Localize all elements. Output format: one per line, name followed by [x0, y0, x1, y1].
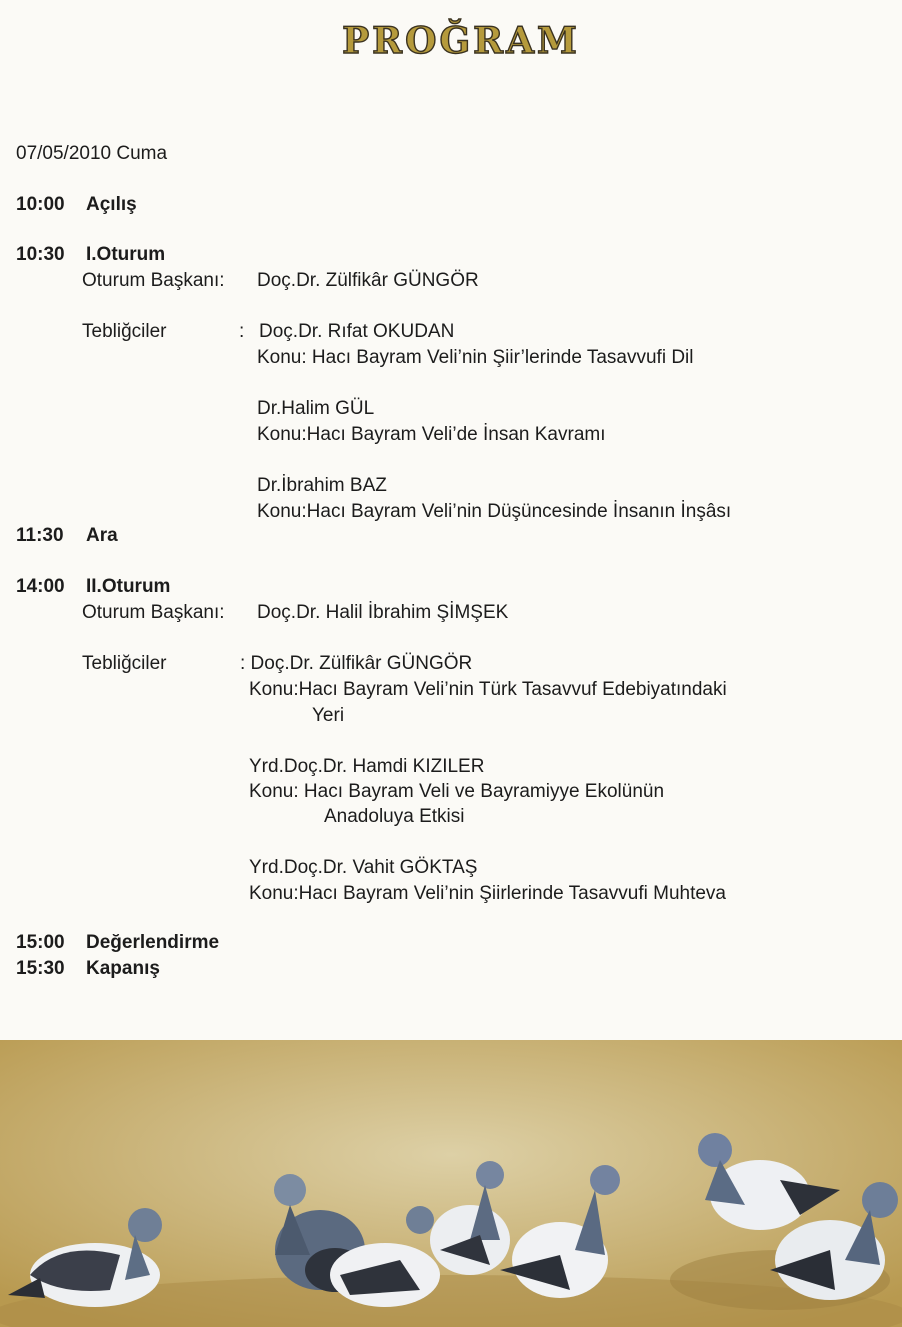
- paper-topic-cont: Yeri: [312, 705, 345, 726]
- pigeon-painting: [0, 1040, 902, 1327]
- page-title: PROĞRAM: [342, 20, 580, 62]
- session1-presenters-colon: :: [239, 321, 245, 342]
- session1-presenters-label: Tebliğciler: [82, 321, 167, 342]
- break-label: Ara: [86, 525, 118, 546]
- paper-topic-cont: Anadoluya Etkisi: [324, 806, 465, 827]
- session1-title: I.Oturum: [86, 244, 166, 265]
- session2-chair-label: Oturum Başkanı:: [82, 602, 225, 623]
- opening-time: 10:00: [16, 194, 65, 215]
- presenter-name: Yrd.Doç.Dr. Vahit GÖKTAŞ: [249, 857, 478, 878]
- presenter-name: Dr.İbrahim BAZ: [257, 475, 387, 496]
- paper-topic: Konu:Hacı Bayram Veli’nin Düşüncesinde İnsanın İnşâsı: [257, 501, 732, 522]
- presenter-name: : Doç.Dr. Zülfikâr GÜNGÖR: [240, 653, 473, 674]
- session2-presenters-label: Tebliğciler: [82, 653, 167, 674]
- session1-time: 10:30: [16, 244, 65, 265]
- closing-label: Kapanış: [86, 958, 160, 979]
- evaluation-label: Değerlendirme: [86, 932, 220, 953]
- paper-topic: Konu:Hacı Bayram Veli’nin Türk Tasavvuf Edebiyatındaki: [249, 679, 727, 700]
- session2-chair: Doç.Dr. Halil İbrahim ŞİMŞEK: [257, 602, 509, 623]
- presenter-name: Yrd.Doç.Dr. Hamdi KIZILER: [249, 756, 485, 777]
- presenter-name: Dr.Halim GÜL: [257, 398, 375, 419]
- session1-chair-label: Oturum Başkanı:: [82, 270, 225, 291]
- paper-topic: Konu:Hacı Bayram Veli’de İnsan Kavramı: [257, 424, 606, 445]
- paper-topic: Konu: Hacı Bayram Veli’nin Şiir’lerinde Tasavvufi Dil: [257, 347, 694, 368]
- evaluation-time: 15:00: [16, 932, 65, 953]
- session1-chair: Doç.Dr. Zülfikâr GÜNGÖR: [257, 270, 479, 291]
- presenter-name: Doç.Dr. Rıfat OKUDAN: [259, 321, 455, 342]
- paper-topic: Konu:Hacı Bayram Veli’nin Şiirlerinde Tasavvufi Muhteva: [249, 883, 726, 904]
- opening-label: Açılış: [86, 194, 137, 215]
- closing-time: 15:30: [16, 958, 65, 979]
- session2-time: 14:00: [16, 576, 65, 597]
- break-time: 11:30: [16, 525, 64, 546]
- program-date: 07/05/2010 Cuma: [16, 143, 168, 164]
- paper-topic: Konu: Hacı Bayram Veli ve Bayramiyye Ekolünün: [249, 781, 665, 802]
- session2-title: II.Oturum: [86, 576, 171, 597]
- pigeons-illustration: [0, 1040, 902, 1327]
